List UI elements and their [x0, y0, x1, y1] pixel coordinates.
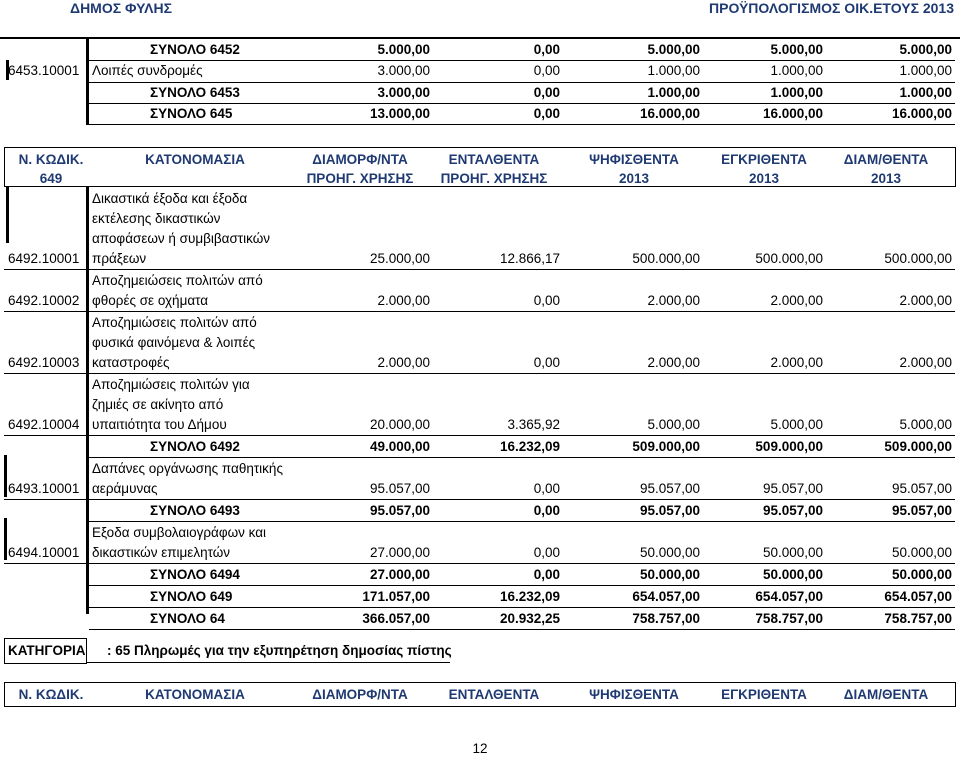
item-label: φυσικά φαινόμενα & λοιπές: [92, 335, 256, 350]
category-value: : 65 Πληρωμές για την εξυπηρέτηση δημοσίας πίστης: [107, 643, 452, 658]
row-border: [4, 311, 955, 312]
item-label: υπαιτιότητα του Δήμου: [92, 417, 227, 432]
row-border: [89, 103, 955, 104]
amount-cell: 0,00: [533, 567, 560, 582]
page-number: 12: [472, 741, 488, 756]
header-col1-sub: ΠΡΟΗΓ. ΧΡΗΣΗΣ: [306, 171, 414, 186]
amount-cell: 5.000,00: [377, 42, 430, 57]
next-header-name: ΚΑΤΟΝΟΜΑΣΙΑ: [145, 687, 245, 702]
header-col5: ΔΙΑΜ/ΘΕΝΤΑ: [843, 152, 929, 167]
header-code: Ν. ΚΩΔΙΚ.: [18, 152, 84, 167]
row-border: [4, 373, 955, 374]
next-table-header: [4, 682, 956, 707]
item-label: Δικαστικά έξοδα και έξοδα: [92, 191, 248, 206]
amount-cell: 654.057,00: [755, 589, 823, 604]
amount-cell: 0,00: [533, 503, 560, 518]
next-header-col5: ΔΙΑΜ/ΘΕΝΤΑ: [843, 687, 929, 702]
amount-cell: 95.057,00: [762, 503, 823, 518]
amount-cell: 500.000,00: [632, 251, 700, 266]
item-label: Αποζημιώσεις πολιτών για: [92, 377, 250, 392]
subtotal-label: ΣΥΝΟΛΟ 6453: [150, 85, 240, 100]
amount-cell: 20.000,00: [369, 417, 430, 432]
amount-cell: 50.000,00: [639, 567, 700, 582]
amount-cell: 5.000,00: [899, 42, 952, 57]
item-label: δικαστικών επιμελητών: [92, 545, 231, 560]
item-label: καταστροφές: [92, 355, 170, 370]
amount-cell: 758.757,00: [884, 611, 952, 626]
amount-cell: 1.000,00: [770, 63, 823, 78]
amount-cell: 95.057,00: [891, 503, 952, 518]
amount-cell: 0,00: [533, 85, 560, 100]
account-code: 6492.10001: [8, 251, 80, 266]
amount-cell: 3.000,00: [377, 63, 430, 78]
category-underline: [86, 662, 450, 663]
subtotal-label: ΣΥΝΟΛΟ 645: [150, 106, 233, 121]
amount-cell: 95.057,00: [369, 481, 430, 496]
amount-cell: 16.232,09: [499, 439, 560, 454]
amount-cell: 95.057,00: [891, 481, 952, 496]
amount-cell: 758.757,00: [755, 611, 823, 626]
item-label: αποφάσεων ή συμβιβαστικών: [92, 231, 271, 246]
amount-cell: 50.000,00: [891, 545, 952, 560]
header-col4-sub: 2013: [748, 171, 780, 186]
amount-cell: 509.000,00: [632, 439, 700, 454]
amount-cell: 50.000,00: [891, 567, 952, 582]
next-header-col1: ΔΙΑΜΟΡΦ/ΝΤΑ: [312, 687, 408, 702]
header-col2-sub: ΠΡΟΗΓ. ΧΡΗΣΗΣ: [440, 171, 548, 186]
amount-cell: 0,00: [533, 42, 560, 57]
header-col2: ΕΝΤΑΛΘΕΝΤΑ: [448, 152, 540, 167]
amount-cell: 95.057,00: [639, 503, 700, 518]
amount-cell: 0,00: [533, 481, 560, 496]
amount-cell: 0,00: [533, 63, 560, 78]
amount-cell: 500.000,00: [755, 251, 823, 266]
amount-cell: 5.000,00: [770, 417, 823, 432]
amount-cell: 5.000,00: [647, 42, 700, 57]
item-label: φθορές σε οχήματα: [92, 293, 209, 308]
header-code-num: 649: [39, 171, 63, 186]
amount-cell: 27.000,00: [369, 567, 430, 582]
left-bar: [4, 518, 7, 560]
amount-cell: 20.932,25: [499, 611, 560, 626]
item-label: Δαπάνες οργάνωσης παθητικής: [92, 461, 283, 476]
amount-cell: 2.000,00: [377, 355, 430, 370]
amount-cell: 5.000,00: [770, 42, 823, 57]
header-col3: ΨΗΦΙΣΘΕΝΤΑ: [589, 152, 679, 167]
next-header-code: Ν. ΚΩΔΙΚ.: [18, 687, 84, 702]
item-label: πράξεων: [92, 251, 147, 266]
row-border: [89, 82, 955, 83]
account-code: 6492.10004: [8, 417, 80, 432]
amount-cell: 758.757,00: [632, 611, 700, 626]
amount-cell: 16.000,00: [762, 106, 823, 121]
amount-cell: 16.000,00: [639, 106, 700, 121]
item-label: Λοιπές συνδρομές: [92, 63, 203, 78]
next-header-col4: ΕΓΚΡΙΘΕΝΤΑ: [721, 687, 807, 702]
amount-cell: 1.000,00: [899, 85, 952, 100]
amount-cell: 509.000,00: [755, 439, 823, 454]
amount-cell: 13.000,00: [369, 106, 430, 121]
subtotal-label: ΣΥΝΟΛΟ 6452: [150, 42, 240, 57]
row-border: [89, 521, 955, 522]
account-code: 6492.10002: [8, 293, 80, 308]
amount-cell: 509.000,00: [884, 439, 952, 454]
amount-cell: 0,00: [533, 545, 560, 560]
amount-cell: 16.232,09: [499, 589, 560, 604]
row-border: [4, 499, 955, 500]
account-code: 6494.10001: [8, 545, 80, 560]
table-header: [4, 147, 956, 187]
amount-cell: 25.000,00: [369, 251, 430, 266]
next-header-col2: ΕΝΤΑΛΘΕΝΤΑ: [448, 687, 540, 702]
account-code: 6453.10001: [8, 63, 80, 78]
amount-cell: 49.000,00: [369, 439, 430, 454]
amount-cell: 95.057,00: [639, 481, 700, 496]
row-border: [89, 629, 955, 630]
municipality-title: ΔΗΜΟΣ ΦΥΛΗΣ: [70, 0, 173, 16]
item-label: ζημιές σε ακίνητο από: [92, 397, 224, 412]
amount-cell: 1.000,00: [647, 85, 700, 100]
amount-cell: 12.866,17: [499, 251, 560, 266]
amount-cell: 3.365,92: [507, 417, 560, 432]
amount-cell: 1.000,00: [647, 63, 700, 78]
amount-cell: 0,00: [533, 355, 560, 370]
row-border: [86, 124, 955, 125]
category-label: ΚΑΤΗΓΟΡΙΑ: [8, 643, 86, 658]
left-bar: [4, 455, 7, 497]
account-code: 6492.10003: [8, 355, 80, 370]
top-divider: [0, 37, 960, 39]
amount-cell: 2.000,00: [899, 355, 952, 370]
amount-cell: 2.000,00: [899, 293, 952, 308]
amount-cell: 50.000,00: [762, 545, 823, 560]
budget-title: ΠΡΟΫΠΟΛΟΓΙΣΜΟΣ ΟΙΚ.ΕΤΟΥΣ 2013: [709, 0, 954, 16]
amount-cell: 366.057,00: [362, 611, 430, 626]
amount-cell: 50.000,00: [639, 545, 700, 560]
category-label-box: [4, 638, 87, 664]
amount-cell: 654.057,00: [632, 589, 700, 604]
header-col1: ΔΙΑΜΟΡΦ/ΝΤΑ: [312, 152, 408, 167]
next-header-col3: ΨΗΦΙΣΘΕΝΤΑ: [589, 687, 679, 702]
amount-cell: 16.000,00: [891, 106, 952, 121]
amount-cell: 95.057,00: [762, 481, 823, 496]
amount-cell: 2.000,00: [377, 293, 430, 308]
account-code: 6493.10001: [8, 481, 80, 496]
row-border: [4, 435, 955, 436]
amount-cell: 500.000,00: [884, 251, 952, 266]
header-col4: ΕΓΚΡΙΘΕΝΤΑ: [721, 152, 807, 167]
subtotal-label: ΣΥΝΟΛΟ 64: [150, 611, 225, 626]
subtotal-label: ΣΥΝΟΛΟ 6493: [150, 503, 240, 518]
item-label: Αποζημειώσεις πολιτών από: [92, 273, 263, 288]
item-label: αεράμυνας: [92, 481, 158, 496]
row-border: [4, 269, 955, 270]
amount-cell: 27.000,00: [369, 545, 430, 560]
row-border: [89, 607, 955, 608]
item-label: Αποζημιώσεις πολιτών από: [92, 315, 257, 330]
amount-cell: 654.057,00: [884, 589, 952, 604]
amount-cell: 1.000,00: [770, 85, 823, 100]
row-border: [4, 563, 955, 564]
item-label: Εξοδα συμβολαιογράφων και: [92, 525, 267, 540]
left-bar: [86, 37, 89, 125]
amount-cell: 0,00: [533, 106, 560, 121]
amount-cell: 95.057,00: [369, 503, 430, 518]
subtotal-label: ΣΥΝΟΛΟ 6492: [150, 439, 240, 454]
left-bar: [6, 187, 9, 243]
subtotal-label: ΣΥΝΟΛΟ 6494: [150, 567, 240, 582]
header-name: ΚΑΤΟΝΟΜΑΣΙΑ: [145, 152, 245, 167]
amount-cell: 2.000,00: [770, 355, 823, 370]
amount-cell: 0,00: [533, 293, 560, 308]
item-label: εκτέλεσης δικαστικών: [92, 211, 221, 226]
row-border: [89, 457, 955, 458]
header-col3-sub: 2013: [618, 171, 650, 186]
amount-cell: 50.000,00: [762, 567, 823, 582]
amount-cell: 5.000,00: [647, 417, 700, 432]
amount-cell: 5.000,00: [899, 417, 952, 432]
left-bar: [86, 187, 89, 614]
row-border: [89, 585, 955, 586]
amount-cell: 1.000,00: [899, 63, 952, 78]
amount-cell: 2.000,00: [770, 293, 823, 308]
row-border: [89, 60, 955, 61]
amount-cell: 2.000,00: [647, 355, 700, 370]
amount-cell: 3.000,00: [377, 85, 430, 100]
amount-cell: 2.000,00: [647, 293, 700, 308]
subtotal-label: ΣΥΝΟΛΟ 649: [150, 589, 233, 604]
header-col5-sub: 2013: [870, 171, 902, 186]
amount-cell: 171.057,00: [362, 589, 430, 604]
